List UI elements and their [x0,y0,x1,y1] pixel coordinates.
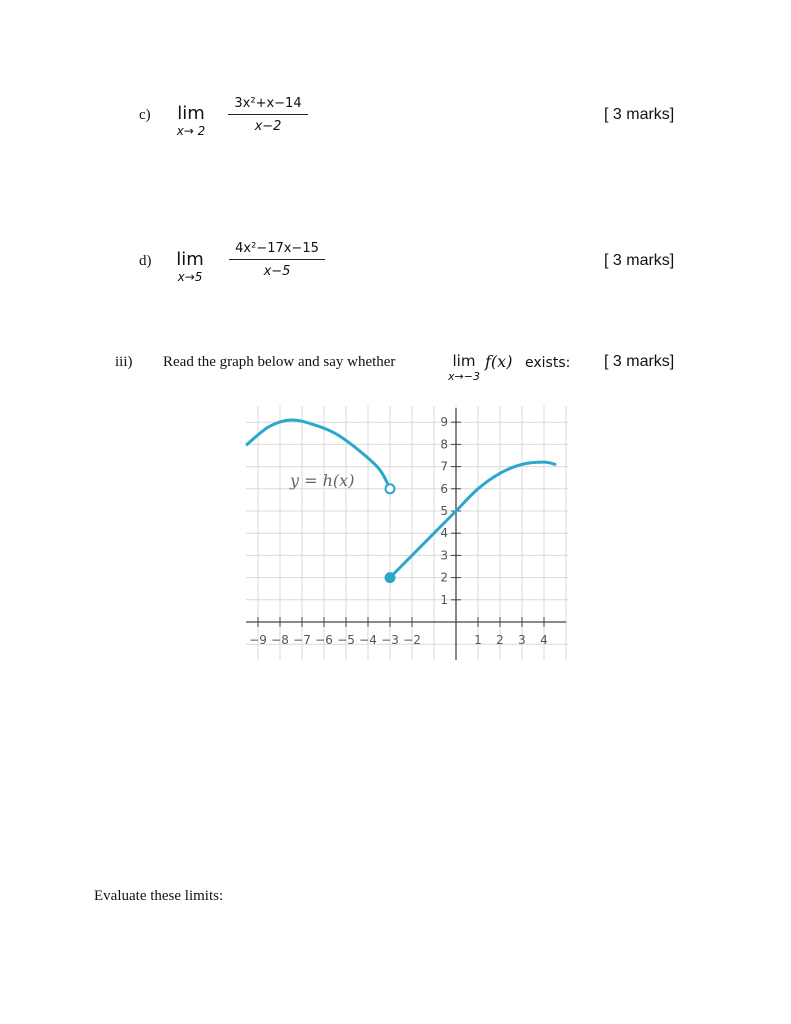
lim-subscript: x→ 2 [176,124,206,138]
curve-right-piece [390,459,555,577]
question-iii-text: Read the graph below and say whether [163,354,396,370]
y-tick-label: 9 [440,415,448,430]
numerator: 4x²−17x−15 [229,241,325,260]
y-tick-label: 4 [440,526,448,541]
problem-d-fraction [229,241,325,279]
y-tick-label: 3 [440,548,448,563]
y-tick-label: 8 [440,437,448,452]
problem-d-limit [170,249,210,284]
question-iii-function: f(x) [485,352,513,371]
x-tick-label: −4 [359,633,377,647]
problem-d-marks: [ 3 marks] [604,252,675,269]
x-tick-label: −2 [403,633,421,647]
y-tick-label: 7 [440,459,448,474]
numerator: 3x²+x−14 [228,96,308,115]
x-tick-label: −5 [337,633,355,647]
x-tick-label: 1 [474,633,482,647]
denominator: x−5 [263,264,291,279]
question-iii-label: iii) [115,354,133,370]
x-tick-label: −3 [381,633,399,647]
lim-word: lim [452,352,476,370]
footer-instruction: Evaluate these limits: [94,888,224,904]
lim-word: lim [176,249,204,270]
problem-d-label: d) [139,253,152,269]
problem-c-label: c) [139,107,151,123]
x-tick-label: −6 [315,633,333,647]
x-tick-label: −9 [249,633,267,647]
open-point [386,484,395,493]
denominator: x−2 [254,119,282,134]
problem-c-limit [170,103,212,138]
problem-c-marks: [ 3 marks] [604,106,675,123]
lim-subscript: x→5 [177,270,203,284]
lim-word: lim [177,103,205,124]
closed-point [385,573,395,583]
y-tick-label: 6 [440,481,448,496]
x-tick-label: 2 [496,633,504,647]
question-iii-limit [444,352,484,383]
x-tick-label: 4 [540,633,548,647]
y-tick-label: 1 [440,592,448,607]
lim-subscript: x→−3 [448,370,480,383]
question-iii-marks: [ 3 marks] [604,353,675,370]
question-iii-suffix: exists: [525,355,571,371]
y-tick-label: 5 [440,504,448,518]
problem-c-fraction [228,96,308,134]
curve-label: y = h(x) [290,471,355,490]
x-tick-label: −8 [271,633,289,647]
y-tick-label: 2 [440,570,448,585]
x-tick-label: 3 [518,633,526,647]
graph-h-of-x [238,398,578,668]
x-tick-label: −7 [293,633,311,647]
